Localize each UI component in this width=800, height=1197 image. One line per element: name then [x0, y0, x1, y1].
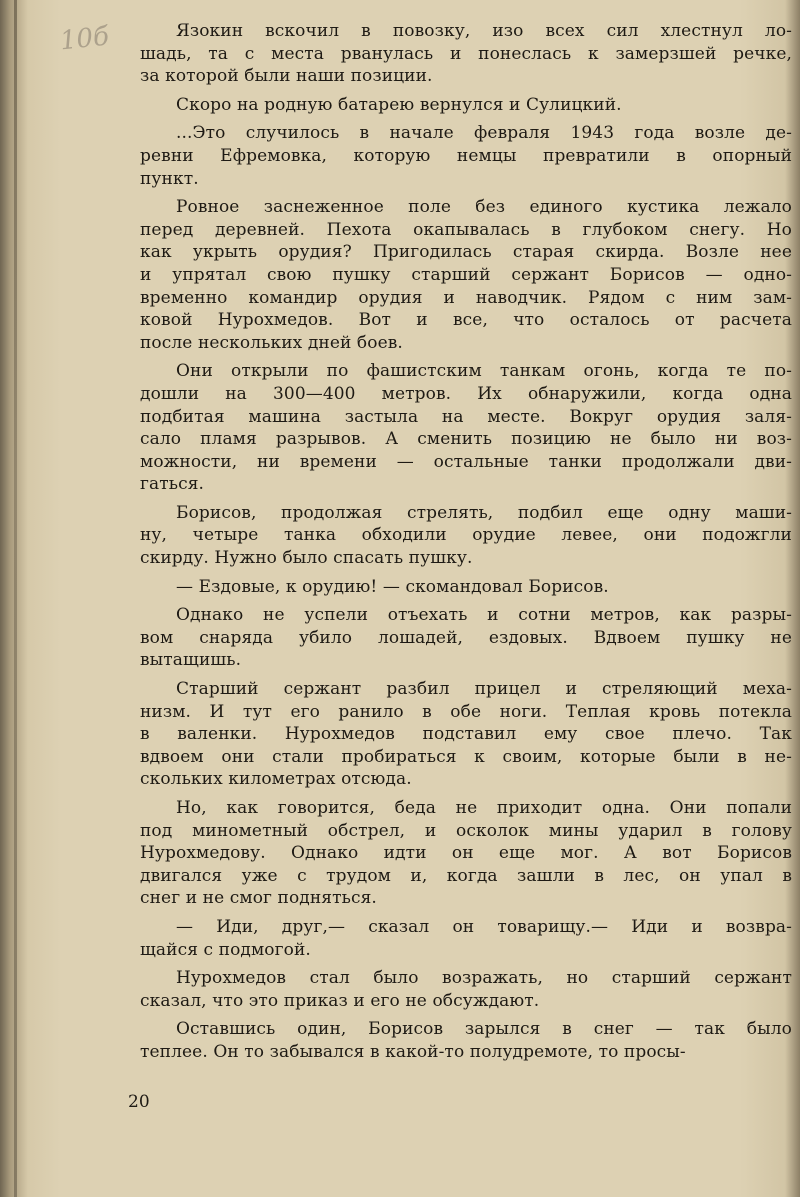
text-line: скольких километрах отсюда. [140, 769, 412, 790]
paragraph [140, 797, 792, 910]
text-line: пункт. [140, 168, 199, 189]
text-line: ревни Ефремовка, которую немцы превратили в опорный [140, 145, 792, 166]
text-line: Нурохмедов стал было возражать, но старший сержант [176, 968, 792, 989]
text-line: вом снаряда убило лошадей, ездовых. Вдвоем пушку не [140, 627, 792, 648]
paragraph [140, 678, 792, 791]
text-line: за которой были наши позиции. [140, 66, 433, 87]
text-line: низм. И тут его ранило в обе ноги. Теплая кровь потекла [140, 701, 792, 722]
text-line: подбитая машина застыла на месте. Вокруг орудия заля- [140, 406, 792, 427]
paragraph [140, 196, 792, 354]
paragraph [140, 94, 792, 117]
text-line: Оставшись один, Борисов зарылся в снег — так было [176, 1019, 792, 1040]
binding-edge [14, 0, 17, 1197]
paragraph [140, 604, 792, 672]
text-line: Нурохмедову. Однако идти он еще мог. А вот Борисов [140, 843, 792, 864]
text-line: сало пламя разрывов. А сменить позицию не было ни воз- [140, 429, 792, 450]
paragraph [140, 122, 792, 190]
paragraph [140, 360, 792, 496]
text-line: вытащишь. [140, 650, 242, 671]
text-line: в валенки. Нурохмедов подставил ему свое плечо. Так [140, 724, 792, 745]
text-line: как укрыть орудия? Пригодилась старая скирда. Возле нее [140, 242, 792, 263]
handwritten-margin-note: 10б [58, 21, 111, 57]
text-line: сказал, что это приказ и его не обсуждают. [140, 990, 540, 1011]
text-line: вдвоем они стали пробираться к своим, которые были в не- [140, 746, 792, 767]
text-line: — Ездовые, к орудию! — скомандовал Борисов. [176, 576, 609, 597]
text-line: Ровное заснеженное поле без единого кустика лежало [176, 197, 792, 218]
text-line: ковой Нурохмедов. Вот и все, что осталось от расчета [140, 310, 792, 331]
text-line: снег и не смог подняться. [140, 888, 377, 909]
text-line: Язокин вскочил в повозку, изо всех сил хлестнул ло- [176, 21, 792, 41]
paragraph [140, 1018, 792, 1063]
text-line: — Иди, друг,— сказал он товарищу.— Иди и возвра- [176, 916, 792, 937]
paragraph [140, 502, 792, 570]
text-line: Они открыли по фашистским танкам огонь, когда те по- [176, 361, 792, 382]
paragraph [140, 576, 792, 599]
text-line: под минометный обстрел, и осколок мины ударил в голову [140, 820, 792, 841]
text-line: шадь, та с места рванулась и понеслась к замерзшей речке, [140, 43, 792, 64]
text-line: и упрятал свою пушку старший сержант Борисов — одно- [140, 264, 792, 285]
text-line: Но, как говорится, беда не приходит одна. Они попали [176, 798, 792, 818]
text-line: перед деревней. Пехота окапывалась в глубоком снегу. Но [140, 219, 792, 240]
text-line: ну, четыре танка обходили орудие левее, они подожгли [140, 525, 792, 546]
text-line: теплее. Он то забывался в какой-то полудремоте, то просы- [140, 1041, 686, 1062]
text-line: временно командир орудия и наводчик. Рядом с ним зам- [140, 287, 792, 308]
body-text [140, 20, 792, 1064]
page-number: 20 [128, 1092, 150, 1112]
text-line: Однако не успели отъехать и сотни метров, как разры- [176, 605, 792, 626]
text-line: скирду. Нужно было спасать пушку. [140, 548, 473, 569]
paragraph [140, 20, 792, 88]
text-line: щайся с подмогой. [140, 939, 311, 960]
text-line: ...Это случилось в начале февраля 1943 года возле де- [176, 123, 792, 144]
text-line: Скоро на родную батарею вернулся и Сулицкий. [176, 94, 622, 115]
text-line: можности, ни времени — остальные танки продолжали дви- [140, 451, 792, 472]
text-line: дошли на 300—400 метров. Их обнаружили, когда одна [140, 383, 792, 404]
paragraph [140, 967, 792, 1012]
text-line: двигался уже с трудом и, когда зашли в лес, он упал в [140, 865, 792, 886]
text-line: после нескольких дней боев. [140, 332, 403, 353]
text-line: гаться. [140, 474, 205, 495]
paragraph [140, 916, 792, 961]
text-line: Борисов, продолжая стрелять, подбил еще одну маши- [176, 502, 792, 523]
text-line: Старший сержант разбил прицел и стреляющий меха- [176, 679, 792, 700]
